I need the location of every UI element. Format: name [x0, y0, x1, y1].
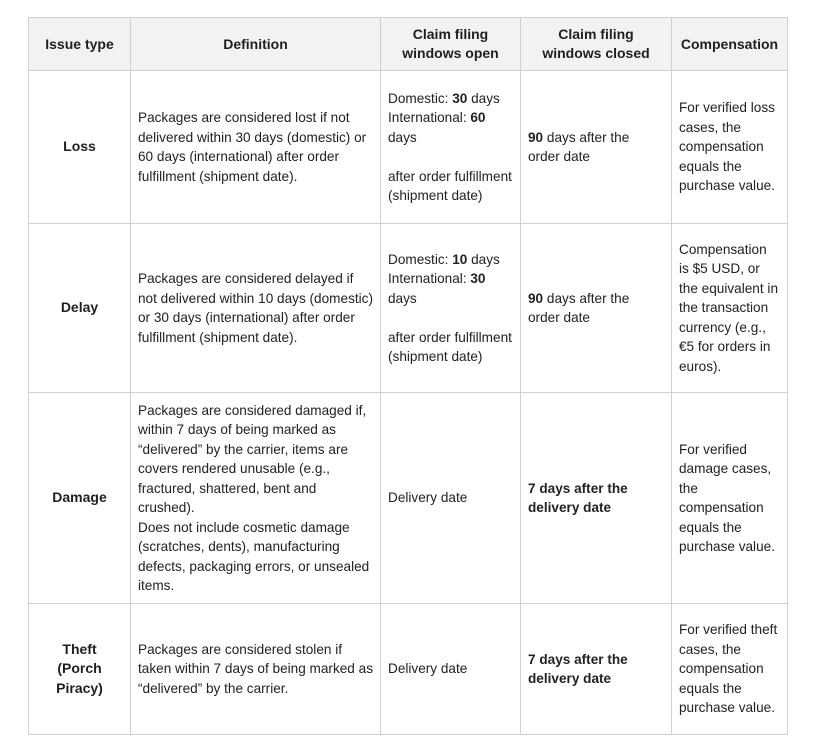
open-loss-domestic-unit: days	[467, 90, 500, 106]
issue-theft-line2: (Porch	[57, 660, 102, 677]
open-delay-domestic-unit: days	[467, 251, 500, 267]
header-row	[29, 18, 788, 71]
definition-damage	[131, 393, 381, 604]
open-theft: Delivery date	[381, 604, 521, 735]
definition-loss: Packages are considered lost if not delivered within 30 days (domestic) or 60 days (international) after order fulfillment (shipment date).	[131, 71, 381, 224]
open-loss-international-unit: days	[388, 129, 417, 145]
open-loss-international-label: International:	[388, 110, 471, 125]
compensation-delay: Compensation is $5 USD, or the equivalent in the transaction currency (e.g., €5 for orders in euros).	[672, 224, 788, 393]
issue-loss: Loss	[29, 71, 131, 224]
header-compensation: Compensation	[672, 18, 788, 71]
open-delay-domestic-value: 10	[452, 251, 468, 267]
issue-delay: Delay	[29, 224, 131, 393]
closed-loss-text: days after the order date	[528, 129, 630, 164]
header-open-line1: Claim filing	[412, 26, 489, 42]
open-loss-domestic-value: 30	[452, 90, 468, 106]
open-delay-international-unit: days	[388, 290, 417, 306]
header-closed-line1: Claim filing	[558, 26, 634, 42]
closed-delay-value: 90	[528, 290, 544, 306]
definition-damage-part2: Does not include cosmetic damage (scratches, dents), manufacturing defects, packaging errors, or unsealed items.	[138, 519, 370, 593]
closed-damage-text: 7 days after the delivery date	[528, 480, 628, 515]
compensation-loss: For verified loss cases, the compensation equals the purchase value.	[672, 71, 788, 224]
header-definition: Definition	[131, 18, 381, 71]
header-windows-open	[381, 18, 521, 71]
header-closed-line2: windows closed	[542, 45, 650, 61]
closed-delay-text: days after the order date	[528, 290, 630, 325]
closed-theft-text: 7 days after the delivery date	[528, 651, 628, 686]
header-issue-type: Issue type	[29, 18, 131, 71]
open-damage: Delivery date	[381, 393, 521, 604]
issue-theft	[29, 604, 131, 735]
table-row-damage	[29, 393, 788, 604]
compensation-theft: For verified theft cases, the compensation equals the purchase value.	[672, 604, 788, 735]
definition-theft: Packages are considered stolen if taken within 7 days of being marked as “delivered” by the carrier.	[131, 604, 381, 735]
open-delay-international-value: 30	[470, 271, 486, 286]
open-delay-domestic-label: Domestic:	[388, 251, 453, 267]
closed-theft	[521, 604, 672, 735]
issue-damage: Damage	[29, 393, 131, 604]
definition-delay: Packages are considered delayed if not delivered within 10 days (domestic) or 30 days (international) after order fulfillment (shipment date).	[131, 224, 381, 393]
table-row-theft	[29, 604, 788, 735]
definition-damage-part1: Packages are considered damaged if, within 7 days of being marked as “delivered” by the carrier, items are covers rendered unusable (e.g., fractured, shattered, bent and crushed).	[138, 402, 367, 515]
closed-loss-value: 90	[528, 129, 544, 145]
issue-theft-line1: Theft	[62, 640, 97, 657]
claims-table	[28, 17, 788, 735]
open-delay	[381, 224, 521, 393]
open-loss-international-value: 60	[470, 110, 486, 125]
table-row-loss	[29, 71, 788, 224]
header-windows-closed	[521, 18, 672, 71]
open-delay-international-label: International:	[388, 271, 471, 286]
closed-loss	[521, 71, 672, 224]
open-loss	[381, 71, 521, 224]
open-loss-domestic-label: Domestic:	[388, 90, 453, 106]
table-row-delay	[29, 224, 788, 393]
header-open-line2: windows open	[402, 45, 499, 61]
closed-damage	[521, 393, 672, 604]
open-loss-after: after order fulfillment (shipment date)	[388, 168, 512, 203]
compensation-damage: For verified damage cases, the compensation equals the purchase value.	[672, 393, 788, 604]
closed-delay	[521, 224, 672, 393]
issue-theft-line3: Piracy)	[56, 679, 103, 696]
open-delay-after: after order fulfillment (shipment date)	[388, 329, 512, 364]
